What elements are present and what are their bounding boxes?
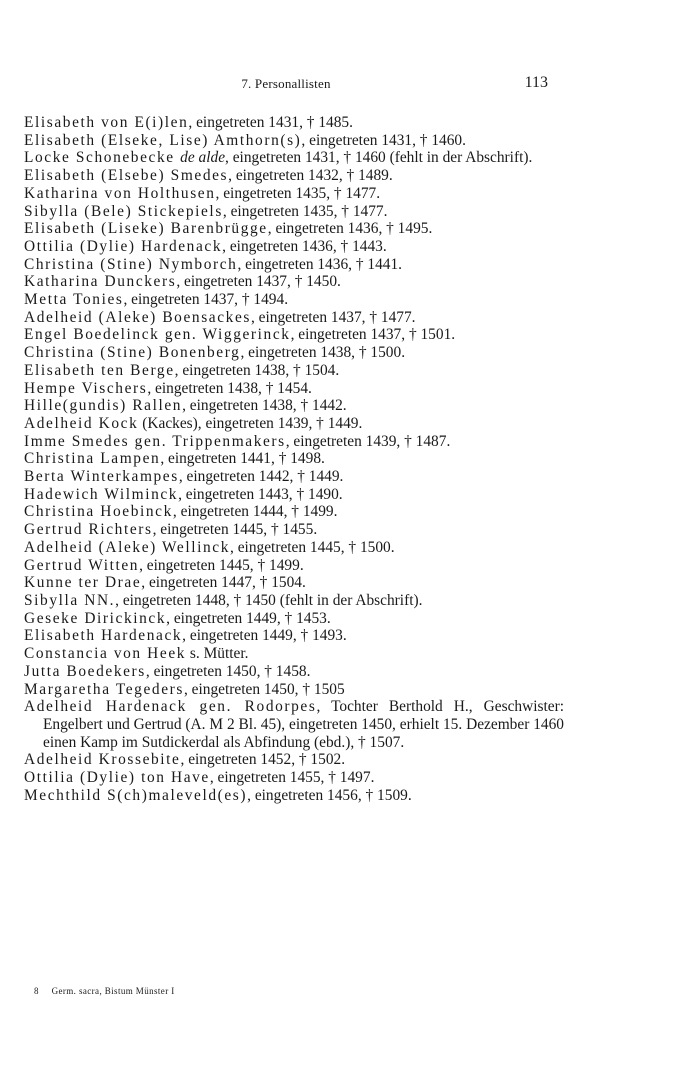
- person-name: Jutta Boedekers: [24, 662, 146, 680]
- list-item: [24, 610, 564, 628]
- entry-details: , eingetreten 1432, † 1489.: [228, 167, 393, 185]
- person-name: Katharina von Holthusen: [24, 184, 216, 202]
- surname: Hardenack: [141, 237, 223, 255]
- entry-details: , eingetreten 1436, † 1443.: [222, 237, 387, 255]
- entry-details: , eingetreten 1437, † 1494.: [123, 291, 289, 309]
- entry-details: , eingetreten 1438, † 1442.: [182, 397, 347, 415]
- footer-text: Germ. sacra, Bistum Münster I: [51, 986, 175, 996]
- entry-details: s. Mütter.: [186, 645, 249, 663]
- entry-details: , eingetreten 1437, † 1450.: [176, 273, 341, 291]
- person-name: Margaretha Tegeders: [24, 680, 184, 698]
- sheet-signature: 8: [34, 986, 39, 996]
- page-header: [24, 74, 548, 94]
- person-name: Adelheid (Aleke): [24, 538, 163, 556]
- entry-details: , eingetreten 1450, † 1458.: [145, 662, 311, 680]
- list-item: [24, 149, 564, 167]
- list-item: [24, 787, 564, 805]
- entry-details: , eingetreten 1445, † 1499.: [139, 556, 304, 574]
- entry-details: , eingetreten 1436, † 1495.: [267, 220, 433, 238]
- person-name: Katharina Dunckers: [24, 273, 177, 291]
- person-name: Sibylla (Bele): [24, 202, 138, 220]
- entry-details: , eingetreten 1449, † 1493.: [182, 627, 347, 645]
- list-item: [24, 698, 564, 751]
- list-item: [24, 521, 564, 539]
- list-item: [24, 645, 564, 663]
- surname: Smedes: [170, 167, 229, 185]
- entry-details: , eingetreten 1437, † 1501.: [290, 326, 456, 344]
- person-name: Sibylla NN.: [24, 591, 116, 609]
- person-name: Elisabeth (Elsebe): [24, 167, 171, 185]
- surname: Wellinck: [162, 538, 231, 556]
- list-item: [24, 326, 564, 344]
- entry-details: , eingetreten 1443, † 1490.: [178, 485, 343, 503]
- list-item: [24, 450, 564, 468]
- person-name: Hadewich Wilminck: [24, 485, 179, 503]
- list-item: [24, 185, 564, 203]
- list-item: [24, 220, 564, 238]
- person-name: Adelheid Hardenack gen. Rodorpes: [24, 698, 317, 716]
- list-item: [24, 769, 564, 787]
- person-name: Hempe Vischers: [24, 379, 148, 397]
- person-name: Adelheid Kock: [24, 414, 139, 432]
- page-footer: [34, 986, 175, 996]
- person-name: Hille(gundis) Rallen: [24, 397, 183, 415]
- list-item: [24, 627, 564, 645]
- person-name: Christina Hoebinck: [24, 503, 173, 521]
- list-item: [24, 486, 564, 504]
- entry-details: , eingetreten 1456, † 1509.: [247, 786, 412, 804]
- entry-details: , Tochter Berthold H., Geschwister: Engelbert und Gertrud (A. M 2 Bl. 45), eingetreten 1450, erhielt 15. Dezember 1460 einen Kamp im Sutdickerdal als Abfindung (ebd.), † 1507.: [43, 698, 564, 751]
- surname: Bonenberg: [158, 344, 241, 362]
- person-name: Elisabeth (Liseke): [24, 220, 171, 238]
- entry-details: , eingetreten 1450, † 1505: [183, 680, 345, 698]
- list-item: [24, 663, 564, 681]
- entry-details: (Kackes), eingetreten 1439, † 1449.: [138, 414, 363, 432]
- entry-details: , eingetreten 1449, † 1453.: [166, 609, 331, 627]
- person-name: Elisabeth ten Berge: [24, 361, 175, 379]
- surname: [180, 149, 225, 166]
- entry-details: , eingetreten 1444, † 1499.: [172, 503, 338, 521]
- list-item: [24, 557, 564, 575]
- person-name: Adelheid Krossebite: [24, 751, 181, 769]
- entry-details: , eingetreten 1431, † 1460 (fehlt in der Abschrift).: [225, 149, 533, 167]
- person-name: Christina (Stine): [24, 344, 159, 362]
- person-name: Kunne ter Drae: [24, 574, 142, 592]
- list-item: [24, 362, 564, 380]
- list-item: [24, 397, 564, 415]
- person-name: Metta Tonies: [24, 291, 124, 309]
- person-name: Constancia von Heek: [24, 645, 187, 663]
- entry-details: , eingetreten 1431, † 1460.: [301, 131, 466, 149]
- list-item: [24, 238, 564, 256]
- person-name: Locke Schonebecke: [24, 149, 181, 167]
- list-item: [24, 132, 564, 150]
- list-item: [24, 273, 564, 291]
- list-item: [24, 503, 564, 521]
- person-name: Christina Lampen: [24, 450, 161, 468]
- surname: Boensackes: [162, 308, 251, 326]
- person-name: Elisabeth von E(i)len: [24, 114, 189, 131]
- person-name: Elisabeth (Elseke, Lise): [24, 131, 214, 149]
- entry-details: , eingetreten 1447, † 1504.: [141, 574, 306, 592]
- entry-details: , eingetreten 1431, † 1485.: [188, 114, 353, 131]
- list-item: [24, 468, 564, 486]
- entry-details: , eingetreten 1435, † 1477.: [222, 202, 388, 220]
- person-name: Engel Boedelinck gen. Wiggerinck: [24, 326, 291, 344]
- list-item: [24, 309, 564, 327]
- epithet: de alde: [180, 149, 226, 167]
- entry-details: , eingetreten 1437, † 1477.: [250, 308, 416, 326]
- person-name: Berta Winterkampes: [24, 468, 179, 486]
- person-name: Imme Smedes gen. Trippenmakers: [24, 432, 286, 450]
- entry-details: , eingetreten 1438, † 1454.: [147, 379, 312, 397]
- list-item: [24, 256, 564, 274]
- personnel-list: [24, 114, 564, 804]
- person-name: Mechthild S(ch)maleveld(es): [24, 786, 248, 804]
- entry-details: , eingetreten 1455, † 1497.: [209, 769, 375, 787]
- list-item: [24, 751, 564, 769]
- entry-details: , eingetreten 1448, † 1450 (fehlt in der Abschrift).: [115, 591, 423, 609]
- list-item: [24, 203, 564, 221]
- person-name: Geseke Dirickinck: [24, 609, 167, 627]
- entry-details: , eingetreten 1442, † 1449.: [178, 468, 344, 486]
- running-title: 7. Personallisten: [241, 76, 331, 91]
- surname: Nymborch: [158, 255, 238, 273]
- list-item: [24, 574, 564, 592]
- entry-details: , eingetreten 1445, † 1500.: [230, 538, 395, 556]
- entry-details: , eingetreten 1438, † 1504.: [174, 361, 340, 379]
- list-item: [24, 380, 564, 398]
- list-item: [24, 114, 564, 132]
- entry-details: , eingetreten 1439, † 1487.: [285, 432, 451, 450]
- list-item: [24, 344, 564, 362]
- person-name: Gertrud Richters: [24, 521, 153, 539]
- list-item: [24, 167, 564, 185]
- list-item: [24, 415, 564, 433]
- list-item: [24, 539, 564, 557]
- list-item: [24, 681, 564, 699]
- entry-details: , eingetreten 1445, † 1455.: [152, 521, 318, 539]
- person-name: Ottilia (Dylie) ton Have: [24, 769, 210, 787]
- entry-details: , eingetreten 1441, † 1498.: [160, 450, 325, 468]
- page-number: 113: [524, 74, 548, 91]
- surname: Barenbrügge: [170, 220, 268, 238]
- list-item: [24, 433, 564, 451]
- list-item: [24, 291, 564, 309]
- entry-details: , eingetreten 1435, † 1477.: [215, 184, 381, 202]
- entry-details: , eingetreten 1438, † 1500.: [240, 344, 406, 362]
- person-name: Christina (Stine): [24, 255, 159, 273]
- person-name: Gertrud Witten: [24, 556, 140, 574]
- entry-details: , eingetreten 1452, † 1502.: [180, 751, 346, 769]
- surname: Stickepiels: [137, 202, 223, 220]
- entry-details: , eingetreten 1436, † 1441.: [237, 255, 403, 273]
- person-name: Elisabeth Hardenack: [24, 627, 183, 645]
- list-item: [24, 592, 564, 610]
- surname: Amthorn(s): [213, 131, 302, 149]
- person-name: Adelheid (Aleke): [24, 308, 163, 326]
- person-name: Ottilia (Dylie): [24, 237, 142, 255]
